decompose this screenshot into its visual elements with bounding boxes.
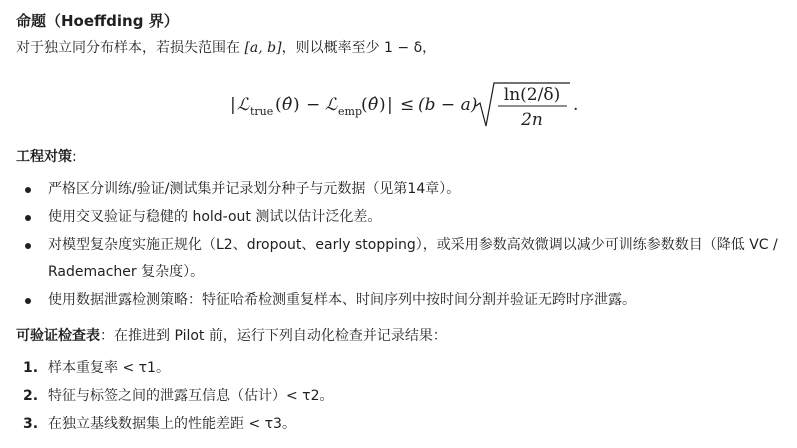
loss-interval: [a, b] <box>244 40 282 56</box>
abs-open: | <box>230 95 236 115</box>
abs-close: | <box>387 95 393 115</box>
paren-close-1: ) <box>293 95 300 115</box>
list-item-text: 样本重复率 < τ1。 <box>48 360 170 376</box>
list-item-text: 使用数据泄露检测策略：特征哈希检测重复样本、时间序列中按时间分割并验证无跨时序泄露。 <box>48 292 636 308</box>
list-item-text: 对模型复杂度实施正规化（L2、dropout、early stopping），或采用参数高效微调以减少可训练参数数目（降低 VC / Rademacher 复杂度）。 <box>48 237 778 280</box>
bullet-icon <box>25 243 31 249</box>
paren-open-1: ( <box>275 95 282 115</box>
theta-hat-1: θ̂ <box>282 95 293 115</box>
list-item-text: 使用交叉验证与稳健的 hold-out 测试以估计泛化差。 <box>48 209 382 225</box>
intro-prefix: 对于独立同分布样本，若损失范围在 <box>16 40 245 56</box>
range-factor: (b − a) <box>418 95 478 115</box>
list-item <box>0 383 797 410</box>
list-item <box>0 355 797 382</box>
engineering-heading-colon: : <box>72 149 77 165</box>
engineering-list <box>0 176 797 315</box>
paren-open-2: ( <box>361 95 368 115</box>
item-number: 1. <box>23 360 39 376</box>
theta-hat-2: θ̂ <box>368 95 379 115</box>
item-number: 3. <box>23 416 39 432</box>
calligraphic-l-true: ℒ <box>237 95 250 115</box>
list-item <box>0 287 797 314</box>
proposition-title: 命题（Hoeffding 界） <box>16 12 179 30</box>
list-item <box>0 411 797 438</box>
bullet-icon <box>25 187 31 193</box>
checklist-heading <box>16 325 447 347</box>
checklist-heading-rest: ：在推进到 Pilot 前，运行下列自动化检查并记录结果： <box>100 328 447 344</box>
list-item-text: 在独立基线数据集上的性能差距 < τ3。 <box>48 416 296 432</box>
minus-sign: − <box>306 95 321 115</box>
fraction-numerator: ln(2/δ) <box>503 85 561 105</box>
proposition-intro <box>16 37 436 59</box>
list-item-text: 严格区分训练/验证/测试集并记录划分种子与元数据（见第14章）。 <box>48 181 461 197</box>
bullet-icon <box>25 298 31 304</box>
calligraphic-l-emp: ℒ <box>325 95 338 115</box>
list-item-text: 特征与标签之间的泄露互信息（估计）< τ2。 <box>48 388 334 404</box>
subscript-true: true <box>250 105 274 118</box>
item-number: 2. <box>23 388 39 404</box>
checklist-list <box>0 355 797 439</box>
intro-suffix: ，则以概率至少 1 − δ， <box>281 40 437 56</box>
engineering-heading <box>16 146 77 168</box>
equation-period: . <box>573 95 579 115</box>
paren-close-2: ) <box>379 95 386 115</box>
checklist-heading-text: 可验证检查表 <box>16 328 100 344</box>
list-item <box>0 232 797 286</box>
bullet-icon <box>25 215 31 221</box>
list-item <box>0 204 797 231</box>
leq-sign: ≤ <box>400 95 415 115</box>
hoeffding-equation <box>228 80 588 132</box>
list-item <box>0 176 797 203</box>
subscript-emp: emp <box>338 105 362 118</box>
fraction-denominator: 2n <box>521 110 543 130</box>
engineering-heading-text: 工程对策 <box>16 149 72 165</box>
